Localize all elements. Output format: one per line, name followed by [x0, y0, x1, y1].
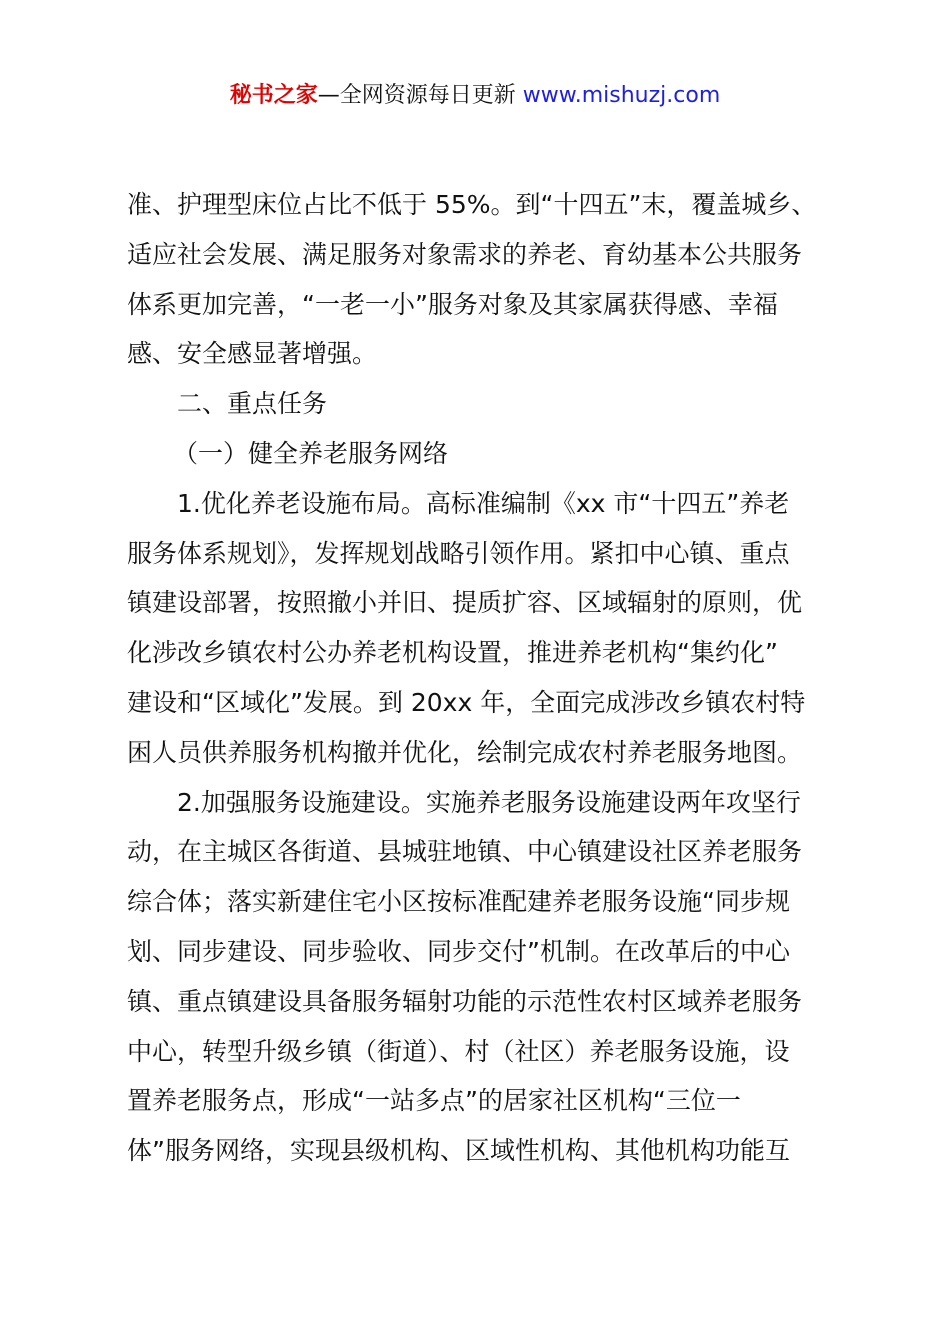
body-line: 体系更加完善，“一老一小”服务对象及其家属获得感、幸福: [127, 289, 778, 319]
body-line: 感、安全感显著增强。: [127, 339, 378, 369]
body-line: 动，在主城区各街道、县城驻地镇、中心镇建设社区养老服务: [127, 837, 803, 867]
site-header: [0, 80, 950, 112]
body-line: 中心，转型升级乡镇（街道）、村（社区）养老服务设施，设: [127, 1036, 790, 1066]
body-line: 化涉改乡镇农村公办养老机构设置，推进养老机构“集约化”: [127, 638, 778, 668]
section-heading: 二、重点任务: [177, 389, 328, 419]
body-line: 适应社会发展、满足服务对象需求的养老、育幼基本公共服务: [127, 239, 803, 269]
body-line: 划、同步建设、同步验收、同步交付”机制。在改革后的中心: [127, 936, 790, 966]
body-line: 置养老服务点，形成“一站多点”的居家社区机构“三位一: [127, 1086, 741, 1116]
body-line: 1.优化养老设施布局。高标准编制《xx 市“十四五”养老: [177, 488, 790, 518]
document-body: [127, 180, 831, 1176]
body-line: 镇建设部署，按照撤小并旧、提质扩容、区域辐射的原则，优: [127, 588, 803, 618]
brand-name: 秘书之家: [229, 83, 318, 108]
body-line: 建设和“区域化”发展。到 20xx 年，全面完成涉改乡镇农村特: [127, 687, 806, 717]
body-line: 服务体系规划》，发挥规划战略引领作用。紧扣中心镇、重点: [127, 538, 790, 568]
header-tagline: —全网资源每日更新: [317, 83, 523, 108]
body-line: 困人员供养服务机构撤并优化，绘制完成农村养老服务地图。: [127, 737, 803, 767]
body-line: 镇、重点镇建设具备服务辐射功能的示范性农村区域养老服务: [127, 986, 803, 1016]
body-line: 2.加强服务设施建设。实施养老服务设施建设两年攻坚行: [177, 787, 801, 817]
body-line: 准、护理型床位占比不低于 55%。到“十四五”末，覆盖城乡、: [127, 190, 817, 219]
site-url[interactable]: www.mishuzj.com: [522, 83, 721, 108]
body-line: 综合体；落实新建住宅小区按标准配建养老服务设施“同步规: [127, 887, 790, 917]
subsection-heading: （一）健全养老服务网络: [173, 438, 449, 468]
body-line: 体”服务网络，实现县级机构、区域性机构、其他机构功能互: [127, 1136, 790, 1166]
